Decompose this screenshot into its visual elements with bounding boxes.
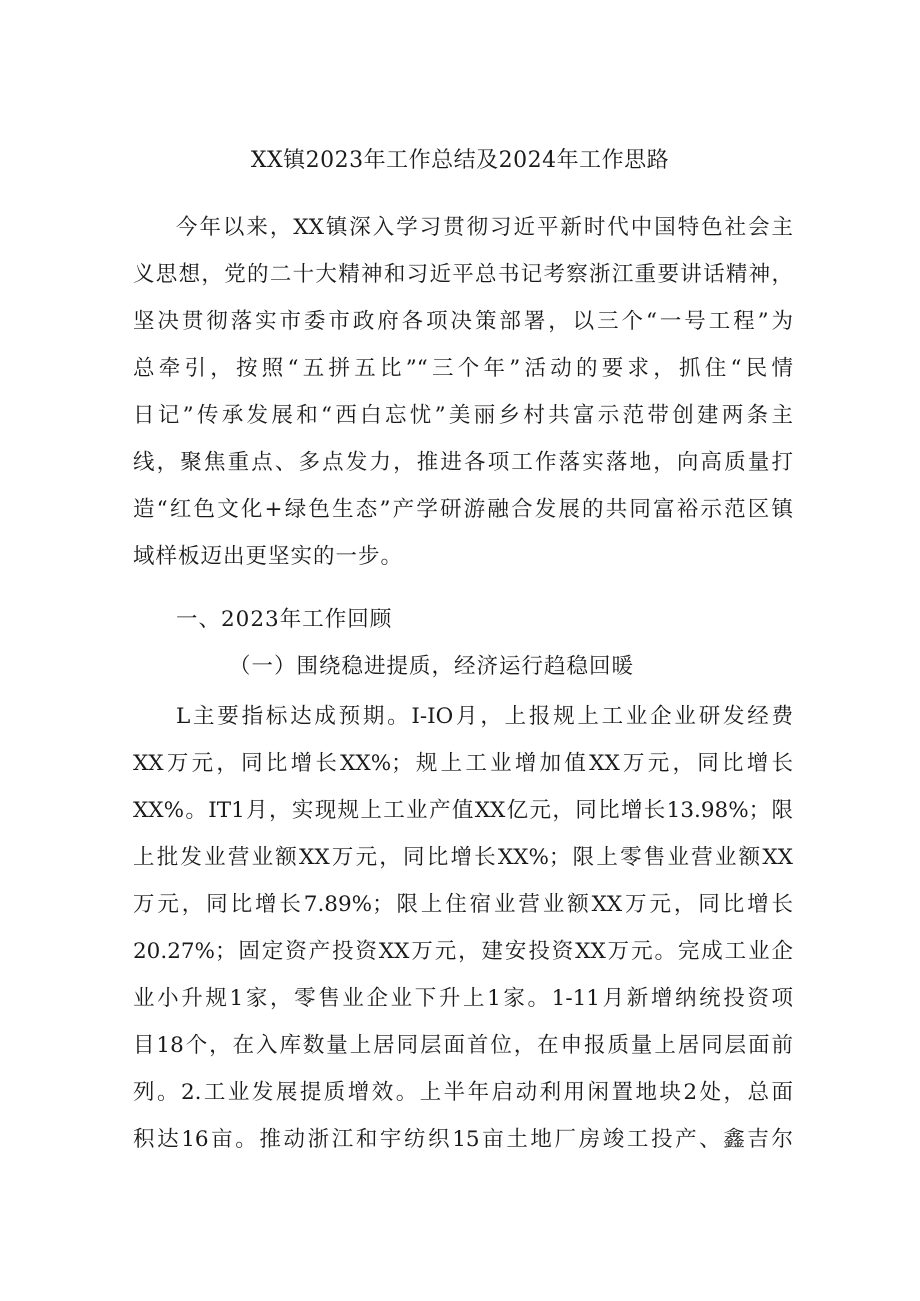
subsection-heading: （一）围绕稳进提质，经济运行趋稳回暖 (229, 654, 635, 679)
intro-line: 线，聚焦重点、多点发力，推进各项工作落实落地，向高质量打 (133, 450, 793, 475)
body-line: 列。2.工业发展提质增效。上半年启动利用闲置地块2处，总面 (133, 1080, 793, 1105)
body-line: 积达16亩。推动浙江和宇纺织15亩土地厂房竣工投产、鑫吉尔 (133, 1127, 793, 1152)
body-line: L主要指标达成预期。I-IO月，上报规上工业企业研发经费 (176, 704, 793, 729)
intro-line: 总牵引，按照“五拼五比”“三个年”活动的要求，抓住“民情 (133, 356, 793, 381)
intro-line: 域样板迈出更坚实的一步。 (133, 544, 404, 569)
body-line: 业小升规1家，零售业企业下升上1家。1-11月新增纳统投资项 (133, 986, 793, 1011)
body-line: XX万元，同比增长XX%；规上工业增加值XX万元，同比增长 (133, 751, 793, 776)
intro-line: 坚决贯彻落实市委市政府各项决策部署，以三个“一号工程”为 (133, 309, 793, 334)
body-line: 上批发业营业额XX万元，同比增长XX%；限上零售业营业额XX (133, 845, 793, 870)
intro-line: 造“红色文化+绿色生态”产学研游融合发展的共同富裕示范区镇 (133, 497, 793, 522)
section-heading: 一、2023年工作回顾 (176, 607, 393, 632)
intro-line: 日记”传承发展和“西白忘忧”美丽乡村共富示范带创建两条主 (133, 403, 793, 428)
intro-line: 义思想，党的二十大精神和习近平总书记考察浙江重要讲话精神， (133, 262, 793, 287)
body-line: 目18个，在入库数量上居同层面首位，在申报质量上居同层面前 (133, 1033, 793, 1058)
document-title: XX镇2023年工作总结及2024年工作思路 (250, 148, 670, 173)
intro-line: 今年以来，XX镇深入学习贯彻习近平新时代中国特色社会主 (176, 215, 793, 240)
body-line: XX%。IT1月，实现规上工业产值XX亿元，同比增长13.98%；限 (133, 798, 793, 823)
body-line: 万元，同比增长7.89%；限上住宿业营业额XX万元，同比增长 (133, 892, 793, 917)
body-line: 20.27%；固定资产投资XX万元，建安投资XX万元。完成工业企 (133, 939, 793, 964)
